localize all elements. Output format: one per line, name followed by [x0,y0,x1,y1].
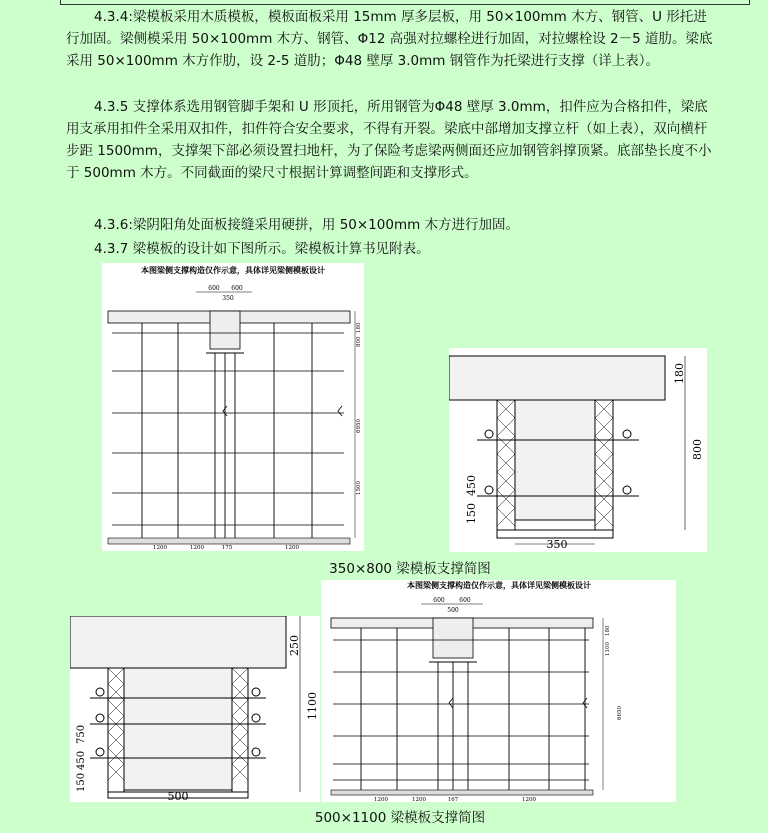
figure1-beam-section-detail [449,348,707,552]
detail1-dim-150: 150 [465,503,478,524]
paragraph-4-3-4: 4.3.4:梁模板采用木质模板，模板面板采用 15mm 厚多层板，用 50×100mm 木方、钢管、U 形托进行加固。梁侧模采用 50×100mm 木方、钢管、Φ12 高强对拉螺栓进行加固，对拉螺栓设 2－5 道肋。梁底采用 50×100mm 木方作肋，设 2-5 道肋；Φ48 壁厚 3.0mm 钢管作为托梁进行支撑（详上表）。 [66,9,713,69]
figure2-beam-section-detail [70,616,320,802]
detail2-dim-750: 750 [76,724,87,744]
figure1-dim-bottom-1: 1200 [153,545,167,551]
figure2-scaffold-elevation [321,580,676,802]
detail2-dim-slab: 250 [288,635,301,656]
detail1-dim-height: 800 [691,439,704,460]
detail2-dim-width: 500 [167,790,189,802]
figure2-dim-right-1: 180 [605,625,611,636]
figure2-dim-bottom-2: 1200 [412,797,426,802]
detail1-dim-450: 450 [465,475,478,496]
detail1-dim-slab: 180 [673,363,686,384]
figure2-dim-top-1: 600 [433,597,445,604]
figure1-dim-right-2: 800 [356,336,362,347]
figure2-dim-bottom-3: 167 [447,797,459,802]
figure1-caption: 350×800 梁模板支撑简图 [329,561,491,577]
figure1-dim-bottom-2: 1200 [190,545,204,551]
paragraph-4-3-7: 4.3.7 梁模板的设计如下图所示。梁模板计算书见附表。 [94,241,430,257]
detail1-dim-width: 350 [546,538,568,551]
figure1-dim-bottom-3: 175 [221,545,233,551]
figure2-dim-right-3: 6650 [617,706,623,720]
detail2-dim-height: 1100 [306,692,319,720]
figure1-dim-right-1: 180 [356,322,362,333]
figure1-dim-top-3: 350 [222,295,234,302]
figure1-note: 本图梁侧支撑构造仅作示意，具体详见梁侧模板设计 [141,265,325,275]
figure1-dim-top-2: 600 [231,285,243,292]
figure2-dim-right-2: 1100 [605,642,611,656]
detail2-dim-450: 450 [76,750,87,770]
figure1-scaffold-elevation [102,263,364,551]
figure1-dim-right-4: 1500 [356,481,362,495]
figure2-dim-top-3: 500 [447,607,459,614]
paragraph-4-3-5: 4.3.5 支撑体系选用钢管脚手架和 U 形顶托，所用钢管为Φ48 壁厚 3.0mm，扣件应为合格扣件，梁底用支承用扣件全采用双扣件，扣件符合安全要求，不得有开裂。梁底中部增加支撑立杆（如上表），双向横杆步距 1500mm，支撑架下部必须设置扫地杆，为了保险考虑梁两侧面还应加钢管斜撑顶紧。底部垫长度不小于 500mm 木方。不同截面的梁尺寸根据计算调整间距和支撑形式。 [66,99,712,181]
figure2-dim-bottom-4: 1200 [522,797,536,802]
figure2-caption: 500×1100 梁模板支撑简图 [314,810,486,826]
figure1-dim-bottom-4: 1200 [285,545,299,551]
figure2-dim-bottom-1: 1200 [374,797,388,802]
figure2-note: 本图梁侧支撑构造仅作示意，具体详见梁侧模板设计 [407,580,591,590]
figure1-dim-top-1: 600 [208,285,220,292]
paragraph-4-3-6: 4.3.6:梁阴阳角处面板接缝采用硬拼，用 50×100mm 木方进行加固。 [94,217,520,233]
detail2-dim-150: 150 [76,772,87,792]
figure1-dim-right-3: 6950 [356,419,362,433]
figure2-dim-top-2: 600 [459,597,471,604]
table-bottom-border [60,0,750,5]
